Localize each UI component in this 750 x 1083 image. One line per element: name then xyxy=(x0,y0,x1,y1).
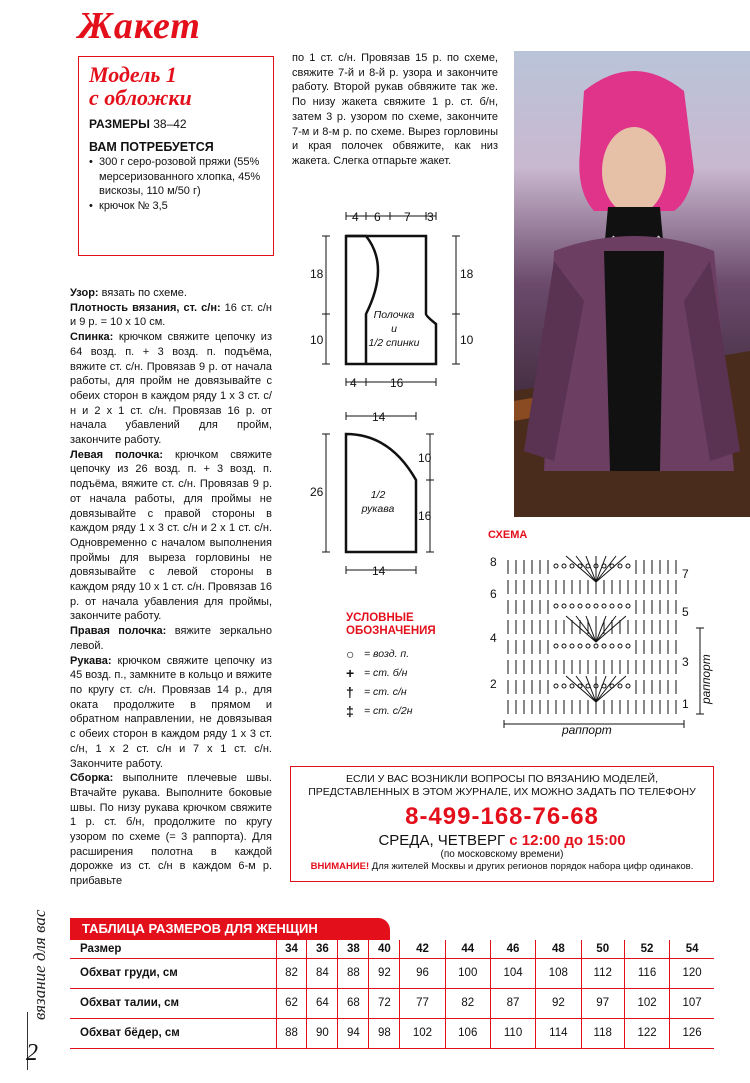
dim-label: 16 xyxy=(390,376,404,390)
table-cell: 42 xyxy=(400,940,445,958)
table-cell: 107 xyxy=(670,988,714,1018)
pattern-schematic xyxy=(310,206,480,596)
table-cell: 118 xyxy=(581,1018,624,1048)
table-cell: 112 xyxy=(581,958,624,988)
instructions-column-2: по 1 ст. с/н. Провязав 15 р. по схеме, свяжите 7-й и 8-й р. узора и закончите работу. Второй рукав обвяжите так же. По низу жакета свяжите 1 р. ст. б/н, затем 3 р. узором по схеме, закончите 7-м и 8-м р. по схеме. Вырез горловины и края полочек обвяжите, как низ жакета. Слегка отпарьте жакет. xyxy=(292,52,498,167)
table-cell: 68 xyxy=(338,988,369,1018)
materials-heading: ВАМ ПОТРЕБУЕТСЯ xyxy=(89,140,214,154)
legend-item: † = ст. с/н xyxy=(346,683,407,700)
table-cell: 92 xyxy=(536,988,581,1018)
page-number: 2 xyxy=(26,1040,38,1066)
dim-label: 7 xyxy=(404,210,411,224)
phone-support-box: ЕСЛИ У ВАС ВОЗНИКЛИ ВОПРОСЫ ПО ВЯЗАНИЮ МОДЕЛЕЙ, ПРЕДСТАВЛЕННЫХ В ЭТОМ ЖУРНАЛЕ, ИХ МОЖНО ЗАДАТЬ ПО ТЕЛЕФОНУ 8-499-168-76-68 СРЕДА, ЧЕТВЕРГ с 12:00 до 15:00 (по московскому времени) ВНИМАНИЕ! Для жителей Москвы и других регионов порядок набора цифр одинаков. xyxy=(290,766,714,882)
rapport-label: раппорт xyxy=(562,723,612,737)
row-number: 7 xyxy=(682,567,689,581)
dim-label: 10 xyxy=(310,333,324,347)
table-cell: 64 xyxy=(307,988,338,1018)
model-title: Модель 1 с обложки xyxy=(89,62,192,110)
row-number: 1 xyxy=(682,697,689,711)
table-cell: 104 xyxy=(490,958,535,988)
instructions-column-1: Узор: вязать по схеме. Плотность вязания, ст. с/н: 16 ст. с/н и 9 р. = 10 х 10 см. Спинка: крючком свяжите цепочку из 64 возд. п. + 3 возд. п. подъёма, вяжите ст. с/н. Провязав 9 р. от начала работы, для пройм не довязывайте с обеих сторон в каждом ряду 1 х 3 ст. с/н и 2 х 1 ст. с/н. Провязав 16 р. от начала убавлений для пройм, закончите работу. Левая полочка: крючком свяжите цепочку из 26 возд. п. + 3 возд. п. подъёма, вяжите ст. с/н. Провязав 9 р. от начала работы, для проймы не довязывайте с правой стороны в каждом ряду 1 х 3 ст. с/н и 2 х 1 ст. с/н. Одновременно с началом выполнения проймы для выреза горловины не довязывайте с левой стороны в каждом ряду 10 х 1 ст. с/н. Провязав 16 р. от начала убавления для проймы, закончите работу. Правая полочка: вяжите зеркально левой. Рукава: крючком свяжите цепочку из 45 возд. п., замкните в кольцо и вяжите по кругу ст. с/н. Провязав 14 р., для оката продолжите в прямом и обратном направлении, не довязывая с обеих сторон в каждом ряду 1 х 3 ст. с/н, 1 х 2 ст. с/н и 7 х 1 ст. с/н. Закончите работу. Сборка: выполните плечевые швы. Втачайте рукава. Выполните боковые швы. По низу рукава крючком свяжите 1 р. ст. б/н, продолжите по кругу узором по схеме (= 3 раппорта). Для расширения полотна в каждой дорожке из ст. с/н в каждом 6-м р. прибавьте xyxy=(70,287,272,888)
table-cell: 97 xyxy=(581,988,624,1018)
table-cell: 36 xyxy=(307,940,338,958)
dim-label: 6 xyxy=(374,210,381,224)
table-row: Размер 34 36 38 40 42 44 46 48 50 52 54 xyxy=(70,940,714,958)
table-cell: 48 xyxy=(536,940,581,958)
single-crochet-icon: + xyxy=(346,664,355,681)
table-cell: 82 xyxy=(276,958,307,988)
table-row: Обхват бёдер, см 88 90 94 98 102 106 110 114 118 122 126 xyxy=(70,1018,714,1048)
table-cell: 46 xyxy=(490,940,535,958)
materials-item: • крючок № 3,5 xyxy=(89,199,263,214)
model-photo xyxy=(514,51,750,517)
legend-item: ○ = возд. п. xyxy=(346,645,410,662)
table-cell: 72 xyxy=(369,988,400,1018)
front-piece-label: Полочка xyxy=(373,309,415,321)
table-cell: 88 xyxy=(338,958,369,988)
dim-label: 10 xyxy=(460,333,474,347)
svg-text:1/2 спинки: 1/2 спинки xyxy=(368,337,420,349)
size-table xyxy=(70,918,714,1049)
chain-stitch-icon: ○ xyxy=(346,645,355,662)
table-cell: 50 xyxy=(581,940,624,958)
double-crochet-icon: † xyxy=(346,683,354,700)
table-cell: 126 xyxy=(670,1018,714,1048)
table-cell: 62 xyxy=(276,988,307,1018)
legend: УСЛОВНЫЕ ОБОЗНАЧЕНИЯ ○ = возд. п. + = ст. б/н † = ст. с/н ‡ = ст. с/2н xyxy=(346,612,486,720)
treble-crochet-icon: ‡ xyxy=(346,702,354,719)
dim-label: 4 xyxy=(350,376,357,390)
dim-label: 14 xyxy=(372,410,386,424)
table-cell: 40 xyxy=(369,940,400,958)
dim-label: 10 xyxy=(418,451,432,465)
table-cell: 84 xyxy=(307,958,338,988)
table-cell: 122 xyxy=(624,1018,669,1048)
table-cell: 114 xyxy=(536,1018,581,1048)
rapport-label: раппорт xyxy=(699,654,713,704)
sizes-line: РАЗМЕРЫ 38–42 xyxy=(89,117,187,131)
table-cell: 38 xyxy=(338,940,369,958)
dim-label: 16 xyxy=(418,509,432,523)
dim-label: 18 xyxy=(460,267,474,281)
table-cell: 98 xyxy=(369,1018,400,1048)
legend-item: ‡ = ст. с/2н xyxy=(346,702,413,719)
table-cell: 52 xyxy=(624,940,669,958)
table-cell: 54 xyxy=(670,940,714,958)
row-number: 8 xyxy=(490,555,497,569)
materials-list xyxy=(89,155,263,213)
magazine-name: вязание для вас xyxy=(30,909,49,1020)
table-cell: 116 xyxy=(624,958,669,988)
svg-text:рукава: рукава xyxy=(361,503,395,515)
schema-title: СХЕМА xyxy=(488,529,528,541)
page-title: Жакет xyxy=(78,5,201,47)
svg-text:и: и xyxy=(391,323,397,335)
table-cell: 102 xyxy=(400,1018,445,1048)
table-row: Обхват груди, см 82 84 88 92 96 100 104 108 112 116 120 xyxy=(70,958,714,988)
model-photo-illustration xyxy=(514,51,750,517)
table-cell: 88 xyxy=(276,1018,307,1048)
row-number: 6 xyxy=(490,587,497,601)
table-cell: 102 xyxy=(624,988,669,1018)
table-cell: 96 xyxy=(400,958,445,988)
legend-item: + = ст. б/н xyxy=(346,664,408,681)
materials-item: • 300 г серо-розовой пряжи (55% мерсеризованного хлопка, 45% вискозы, 110 м/50 г) xyxy=(89,155,263,199)
table-cell: 100 xyxy=(445,958,490,988)
crochet-schema xyxy=(484,524,724,744)
dim-label: 26 xyxy=(310,485,324,499)
table-cell: 87 xyxy=(490,988,535,1018)
table-cell: 108 xyxy=(536,958,581,988)
table-cell: 77 xyxy=(400,988,445,1018)
table-cell: 90 xyxy=(307,1018,338,1048)
row-number: 4 xyxy=(490,631,497,645)
table-cell: 120 xyxy=(670,958,714,988)
sleeve-piece-label: 1/2 xyxy=(370,489,386,501)
table-row: Обхват талии, см 62 64 68 72 77 82 87 92 97 102 107 xyxy=(70,988,714,1018)
model-info-box xyxy=(78,56,274,256)
table-cell: 92 xyxy=(369,958,400,988)
phone-number[interactable]: 8-499-168-76-68 xyxy=(405,803,599,830)
dim-label: 4 xyxy=(352,210,359,224)
table-cell: 44 xyxy=(445,940,490,958)
size-table-title: ТАБЛИЦА РАЗМЕРОВ ДЛЯ ЖЕНЩИН xyxy=(70,918,390,940)
row-number: 3 xyxy=(682,655,689,669)
dim-label: 3 xyxy=(427,210,434,224)
table-cell: 110 xyxy=(490,1018,535,1048)
dim-label: 18 xyxy=(310,267,324,281)
row-number: 2 xyxy=(490,677,497,691)
table-cell: 94 xyxy=(338,1018,369,1048)
row-number: 5 xyxy=(682,605,689,619)
table-cell: 106 xyxy=(445,1018,490,1048)
table-cell: 82 xyxy=(445,988,490,1018)
table-cell: 34 xyxy=(276,940,307,958)
dim-label: 14 xyxy=(372,564,386,578)
